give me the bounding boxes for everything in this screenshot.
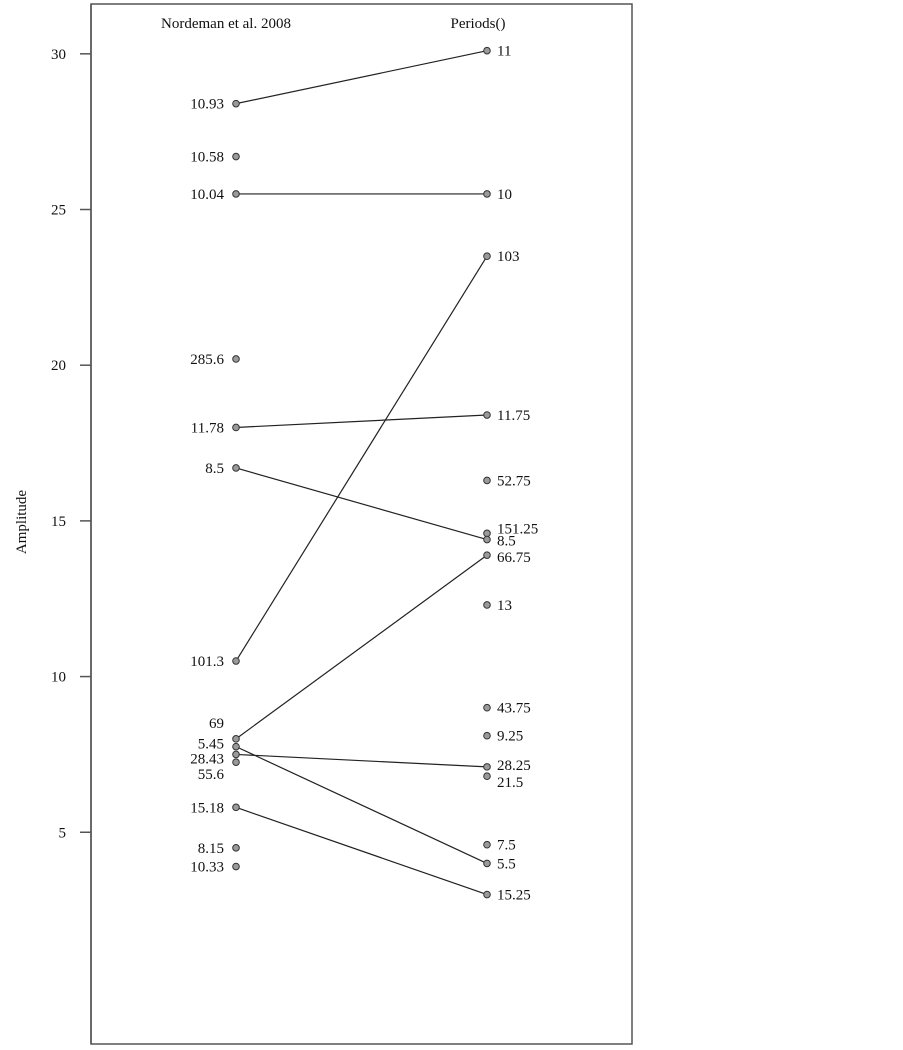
data-point <box>484 602 491 609</box>
data-point <box>233 153 240 160</box>
point-label: 11.78 <box>190 420 224 437</box>
point-label: 8.5 <box>497 533 516 550</box>
point-label: 11.75 <box>497 408 531 425</box>
data-point <box>484 552 491 559</box>
point-label: 151.25 <box>497 521 539 538</box>
data-point <box>233 100 240 107</box>
point-label: 11 <box>497 43 512 60</box>
data-points <box>233 47 491 897</box>
column-title-right: Periods() <box>450 16 506 32</box>
plot-frame <box>91 4 632 1044</box>
data-point <box>484 841 491 848</box>
y-axis-ticks <box>51 47 91 841</box>
point-label: 28.43 <box>190 751 224 768</box>
point-label: 8.15 <box>197 840 224 857</box>
point-label: 10.93 <box>190 96 224 113</box>
data-point <box>233 751 240 758</box>
data-point <box>233 743 240 750</box>
point-label: 10 <box>497 186 512 203</box>
point-label: 5.45 <box>197 736 224 753</box>
data-point <box>484 412 491 419</box>
point-label: 5.5 <box>497 856 516 873</box>
data-point <box>233 465 240 472</box>
data-point <box>484 253 491 260</box>
connection-line <box>236 747 487 864</box>
connection-line <box>236 51 487 104</box>
point-label: 28.25 <box>497 757 531 774</box>
point-label: 66.75 <box>497 550 531 567</box>
data-point <box>484 764 491 771</box>
point-label: 8.5 <box>205 460 224 477</box>
point-label: 103 <box>497 249 520 266</box>
point-label: 15.18 <box>190 800 224 817</box>
data-point <box>484 704 491 711</box>
data-point <box>233 736 240 743</box>
data-point <box>233 845 240 852</box>
data-point <box>484 891 491 898</box>
point-label: 285.6 <box>190 351 224 368</box>
point-label: 7.5 <box>497 837 516 854</box>
point-label: 9.25 <box>497 728 524 745</box>
y-tick-label: 20 <box>51 358 66 375</box>
point-label: 10.04 <box>190 186 224 203</box>
data-point <box>233 804 240 811</box>
data-point <box>484 47 491 54</box>
data-point <box>484 860 491 867</box>
y-tick-label: 25 <box>51 202 66 219</box>
data-point <box>233 356 240 363</box>
point-label: 21.5 <box>497 775 524 792</box>
point-label: 15.25 <box>497 887 531 904</box>
point-label: 52.75 <box>497 473 531 490</box>
data-point <box>233 424 240 431</box>
data-point <box>233 191 240 198</box>
y-tick-label: 15 <box>51 513 66 530</box>
data-point <box>233 863 240 870</box>
point-label: 55.6 <box>197 767 224 784</box>
connection-line <box>236 807 487 894</box>
connection-line <box>236 468 487 540</box>
data-point <box>484 530 491 537</box>
data-point <box>484 477 491 484</box>
data-point <box>233 759 240 766</box>
point-label: 69 <box>209 715 224 732</box>
connection-line <box>236 415 487 427</box>
point-label: 43.75 <box>497 700 531 717</box>
y-tick-label: 10 <box>51 669 66 686</box>
point-label: 10.33 <box>190 859 224 876</box>
data-point <box>484 536 491 543</box>
connection-line <box>236 754 487 766</box>
point-label: 13 <box>497 597 512 614</box>
y-tick-label: 5 <box>58 825 66 842</box>
data-point <box>233 658 240 665</box>
y-axis-label: Amplitude <box>14 489 30 555</box>
data-point <box>484 191 491 198</box>
y-tick-label: 30 <box>51 46 66 63</box>
connection-line <box>236 256 487 661</box>
column-title-left: Nordeman et al. 2008 <box>161 16 291 32</box>
point-label: 101.3 <box>190 654 224 671</box>
data-point <box>484 773 491 780</box>
connection-lines <box>236 51 487 895</box>
connection-line <box>236 555 487 739</box>
point-label: 10.58 <box>190 149 224 166</box>
data-point <box>484 732 491 739</box>
